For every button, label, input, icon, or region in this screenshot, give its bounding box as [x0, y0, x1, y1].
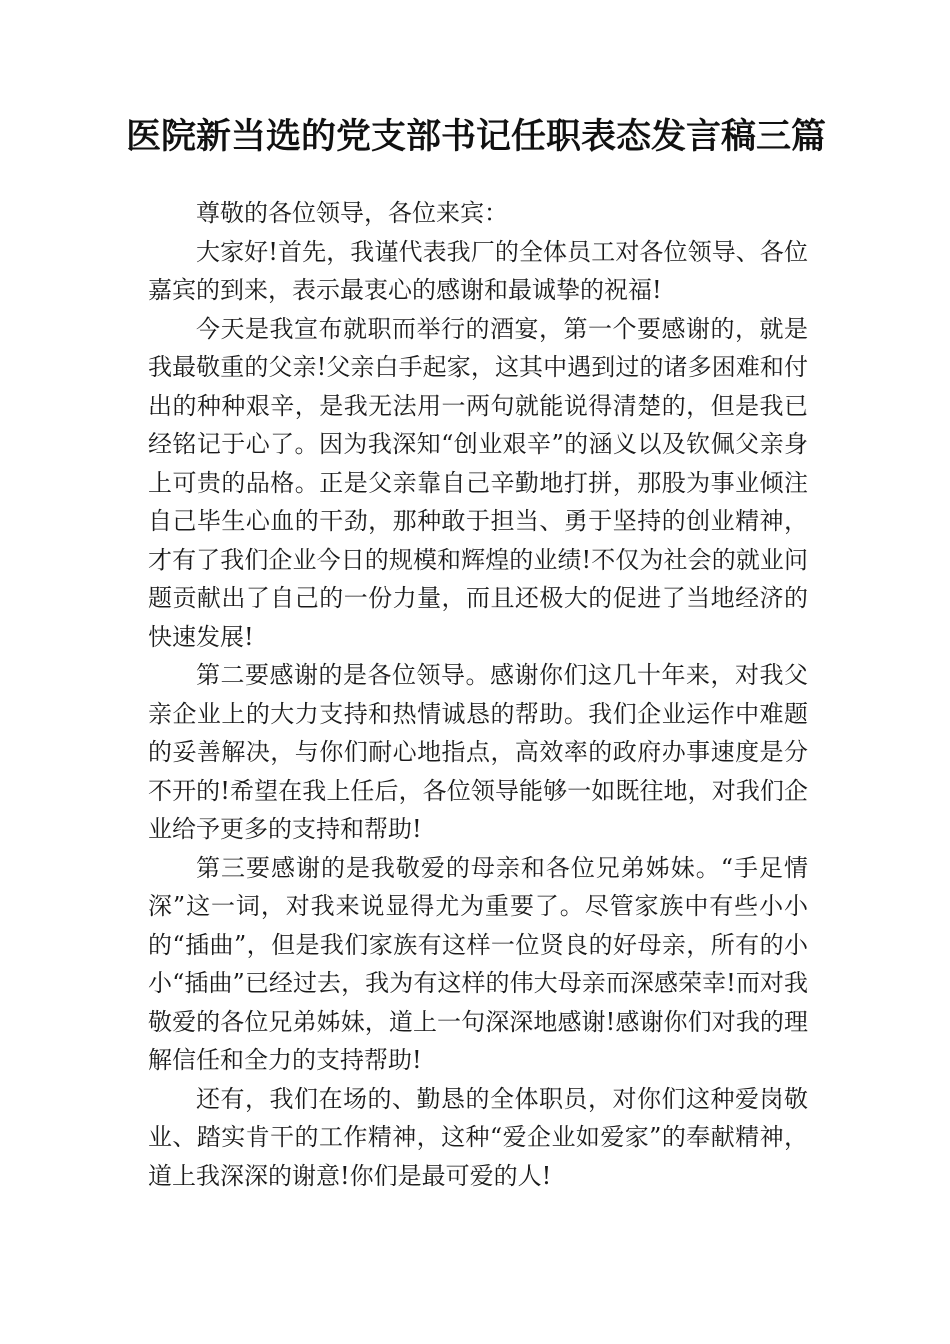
- paragraph-thanks-father: 今天是我宣布就职而举行的酒宴，第一个要感谢的，就是我最敬重的父亲!父亲白手起家，这其中遇到过的诸多困难和付出的种种艰辛，是我无法用一两句就能说得清楚的，但是我已经铭记于心了。因为我深知“创业艰辛”的涵义以及钦佩父亲身上可贵的品格。正是父亲靠自己辛勤地打拼，那股为事业倾注自己毕生心血的干劲，那种敢于担当、勇于坚持的创业精神，才有了我们企业今日的规模和辉煌的业绩!不仅为社会的就业问题贡献出了自己的一份力量，而且还极大的促进了当地经济的快速发展!: [148, 314, 808, 651]
- paragraph-thanks-family: 第三要感谢的是我敬爱的母亲和各位兄弟姊妹。“手足情深”这一词，对我来说显得尤为重要了。尽管家族中有些小小的“插曲”，但是我们家族有这样一位贤良的好母亲，所有的小小“插曲”已经过去，我为有这样的伟大母亲而深感荣幸!而对我敬爱的各位兄弟姊妹，道上一句深深地感谢!感谢你们对我的理解信任和全力的支持帮助!: [148, 853, 808, 1074]
- paragraph-greeting: 大家好!首先，我谨代表我厂的全体员工对各位领导、各位嘉宾的到来，表示最衷心的感谢和最诚挚的祝福!: [148, 237, 808, 304]
- paragraph-thanks-leaders: 第二要感谢的是各位领导。感谢你们这几十年来，对我父亲企业上的大力支持和热情诚恳的帮助。我们企业运作中难题的妥善解决，与你们耐心地指点，高效率的政府办事速度是分不开的!希望在我上任后，各位领导能够一如既往地，对我们企业给予更多的支持和帮助!: [148, 661, 808, 843]
- paragraph-thanks-staff: 还有，我们在场的、勤恳的全体职员，对你们这种爱岗敬业、踏实肯干的工作精神，这种“爱企业如爱家”的奉献精神，道上我深深的谢意!你们是最可爱的人!: [148, 1084, 808, 1190]
- paragraph-salutation: 尊敬的各位领导，各位来宾：: [196, 199, 508, 227]
- document-body: [148, 194, 808, 1195]
- document-title: 医院新当选的党支部书记任职表态发言稿三篇: [125, 117, 826, 157]
